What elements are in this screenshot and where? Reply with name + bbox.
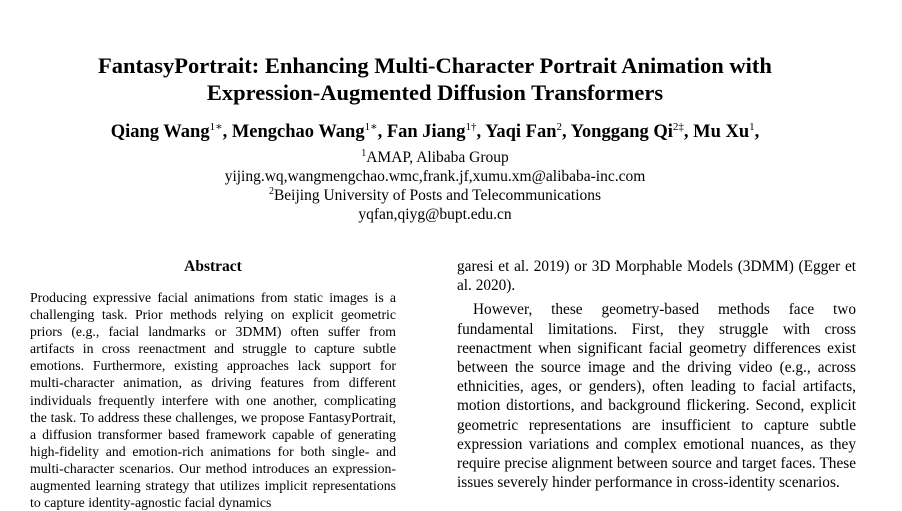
author-name: Qiang Wang [110, 122, 210, 142]
author-separator: , [222, 122, 232, 142]
author [485, 122, 571, 142]
affiliation-2 [0, 186, 870, 205]
affiliation-name: Beijing University of Posts and Telecommunications [273, 187, 602, 204]
abstract-heading: Abstract [184, 258, 242, 275]
author-separator: , [683, 122, 694, 142]
intro-paragraph: However, these geometry-based methods face two fundamental limitations. First, they struggle with cross reenactment when significant facial geometry differences exist between the source image and the driving video (e.g., across ethnicities, ages, or genders), often leading to facial artifacts, motion distortions, and background flickering. Second, explicit geometric representations are insufficient to capture subtle expression variations and complex emotional nuances, as they require precise alignment between source and target faces. These issues severely hinder performance in cross-identity scenarios. [457, 301, 856, 492]
intro-column [457, 257, 856, 492]
paper-title [0, 52, 870, 106]
abstract-body: Producing expressive facial animations from static images is a challenging task. Prior methods relying on explicit geometric priors (e.g., facial landmarks or 3DMM) often suffer from artifacts in cross reenactment and struggle to capture subtle emotions. Furthermore, existing approaches lack support for multi-character animation, as driving features from different individuals frequently interfere with one another, complicating the task. To address these challenges, we propose FantasyPortrait, a diffusion transformer based framework capable of generating high-fidelity and emotion-rich animations for both single- and multi-character scenarios. Our method introduces an expression-augmented learning strategy that utilizes implicit representations to capture identity-agnostic facial dynamics [30, 290, 396, 511]
author-name: Mu Xu [693, 122, 750, 142]
affiliation-1 [0, 148, 870, 167]
title-line-2: Expression-Augmented Diffusion Transformers [206, 80, 664, 105]
author-affil-mark: 1∗ [364, 121, 378, 133]
affiliation-mark: 1 [361, 148, 367, 159]
author-name: Yonggang Qi [570, 122, 673, 142]
affiliation-mark: 2 [268, 186, 274, 197]
author-list [0, 120, 870, 144]
affiliation-2-emails: yqfan,qiyg@bupt.edu.cn [358, 206, 512, 223]
author-affil-mark: 1∗ [209, 121, 223, 133]
author-affil-mark: 2 [556, 121, 563, 133]
author-separator: , [377, 122, 387, 142]
author-affil-mark: 2‡ [672, 121, 684, 133]
author-name: Fan Jiang [386, 122, 466, 142]
affiliation-name: AMAP, Alibaba Group [366, 149, 509, 166]
author [387, 122, 485, 142]
author-name: Mengchao Wang [231, 122, 365, 142]
title-line-1: FantasyPortrait: Enhancing Multi-Character Portrait Animation with [98, 53, 772, 78]
author-separator: , [476, 122, 486, 142]
author-name: Yaqi Fan [485, 122, 557, 142]
author-separator: , [562, 122, 571, 142]
author [571, 122, 694, 142]
author-separator: , [754, 122, 760, 142]
author-affil-mark: 1 [749, 121, 755, 133]
author [111, 122, 232, 142]
author [693, 122, 759, 142]
intro-paragraph-continued: garesi et al. 2019) or 3D Morphable Models (3DMM) (Egger et al. 2020). [457, 258, 856, 295]
affiliation-1-emails: yijing.wq,wangmengchao.wmc,frank.jf,xumu.xm@alibaba-inc.com [224, 168, 646, 185]
author [232, 122, 387, 142]
author-affil-mark: 1† [465, 121, 477, 133]
